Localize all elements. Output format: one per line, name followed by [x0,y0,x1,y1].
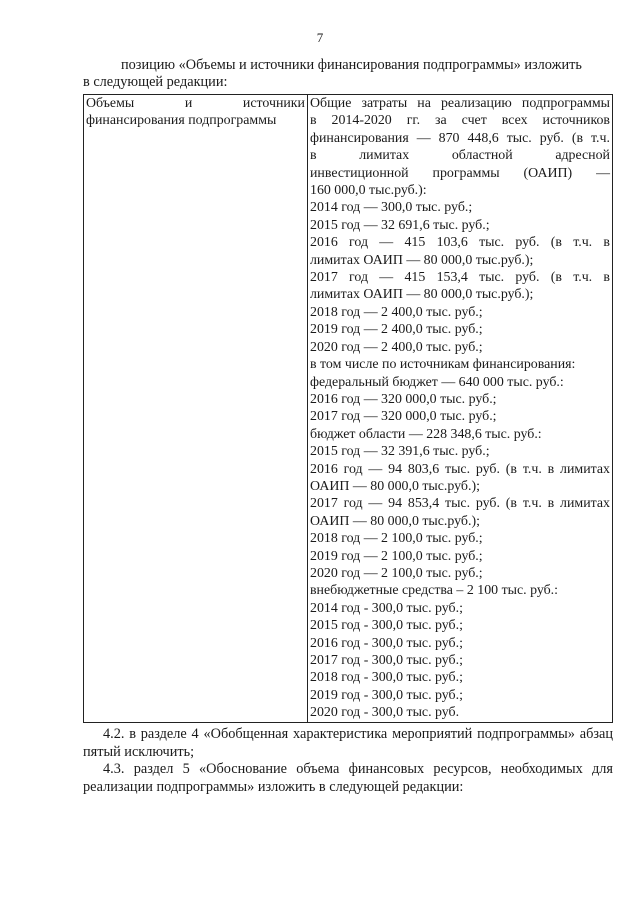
intro-line-1: позицию «Объемы и источники финансирования подпрограммы» изложить [121,57,582,73]
position-name-line: финансирования подпрограммы [86,113,277,128]
financing-line: 2019 год — 2 400,0 тыс. руб.; [310,322,483,338]
financing-line: 2016 год — 320 000,0 тыс. руб.; [310,391,497,407]
financing-line: 2017 год — 415 153,4 тыс. руб. (в т.ч. в [310,270,610,286]
intro-line-2: в следующей редакции: [83,74,228,90]
financing-line: финансирования — 870 448,6 тыс. руб. (в т.ч. [310,130,610,146]
financing-line: инвестиционной программы (ОАИП) — [310,165,610,181]
financing-line: 2017 год — 320 000,0 тыс. руб.; [310,409,497,425]
financing-line: 2019 год — 2 100,0 тыс. руб.; [310,548,483,564]
position-value-cell [308,95,613,723]
financing-line: бюджет области — 228 348,6 тыс. руб.: [310,426,542,442]
paragraph-4-3: 4.3. раздел 5 «Обоснование объема финансовых ресурсов, необходимых для реализации подпрограммы» изложить в следующей редакции: [83,761,613,795]
financing-line: ОАИП — 80 000,0 тыс.руб.); [310,478,480,494]
financing-line: 2014 год - 300,0 тыс. руб.; [310,600,463,616]
position-name-cell [84,95,308,723]
financing-line: в том числе по источникам финансирования: [310,357,576,373]
financing-line: 2016 год - 300,0 тыс. руб.; [310,635,463,651]
financing-line: 2020 год - 300,0 тыс. руб. [310,705,460,721]
financing-line: 160 000,0 тыс.руб.): [310,183,427,199]
financing-line: 2019 год - 300,0 тыс. руб.; [310,687,463,703]
financing-line: ОАИП — 80 000,0 тыс.руб.); [310,513,480,529]
financing-line: лимитах ОАИП — 80 000,0 тыс.руб.); [310,252,534,268]
financing-line: в 2014-2020 гг. за счет всех источников [310,113,610,129]
financing-line: внебюджетные средства – 2 100 тыс. руб.: [310,583,559,599]
table-row [84,95,613,723]
financing-line: 2017 год - 300,0 тыс. руб.; [310,653,463,668]
financing-table [83,94,613,723]
financing-line: 2015 год — 32 391,6 тыс. руб.; [310,444,490,460]
financing-line: 2017 год — 94 853,4 тыс. руб. (в т.ч. в лимитах [310,496,610,512]
financing-line: в лимитах областной адресной [310,148,610,164]
financing-line: 2014 год — 300,0 тыс. руб.; [310,200,473,216]
financing-line: лимитах ОАИП — 80 000,0 тыс.руб.); [310,287,534,303]
financing-line: 2016 год — 94 803,6 тыс. руб. (в т.ч. в лимитах [310,461,610,477]
financing-line: 2018 год — 2 400,0 тыс. руб.; [310,304,483,320]
financing-line: 2016 год — 415 103,6 тыс. руб. (в т.ч. в [310,235,610,251]
intro-paragraph [83,57,611,91]
paragraph-4-2: 4.2. в разделе 4 «Обобщенная характеристика мероприятий подпрограммы» абзац пятый исключить; [83,726,613,760]
financing-line: 2018 год - 300,0 тыс. руб.; [310,670,463,686]
amendment-paragraphs [83,726,613,796]
financing-line: 2020 год — 2 100,0 тыс. руб.; [310,565,483,581]
financing-line: федеральный бюджет — 640 000 тыс. руб.: [310,374,564,390]
financing-line: 2018 год — 2 100,0 тыс. руб.; [310,531,483,547]
position-name-line: Объемы и источники [86,96,305,111]
financing-line: 2015 год - 300,0 тыс. руб.; [310,618,463,634]
financing-line: 2020 год — 2 400,0 тыс. руб.; [310,339,483,355]
page-number: 7 [316,30,324,45]
financing-line: Общие затраты на реализацию подпрограммы [310,96,610,111]
financing-line: 2015 год — 32 691,6 тыс. руб.; [310,217,490,233]
